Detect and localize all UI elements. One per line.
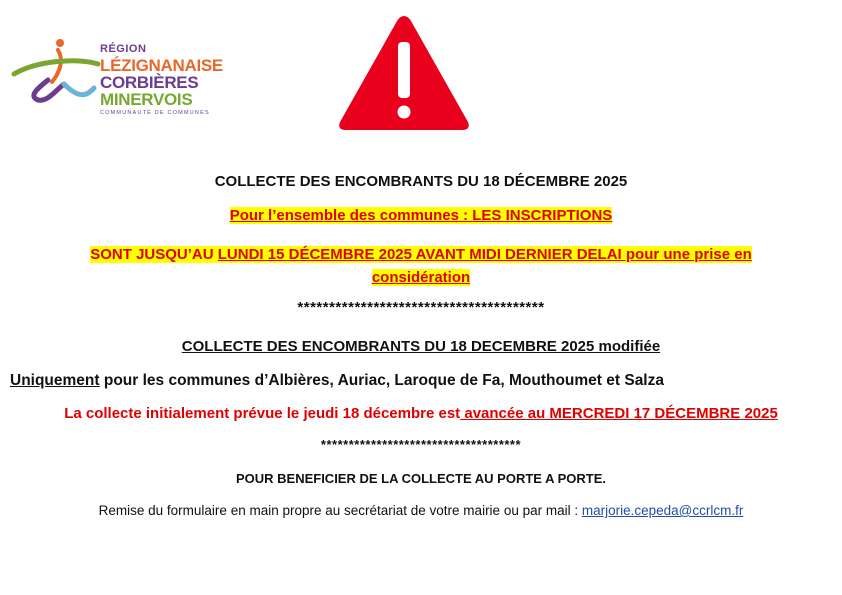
communes-restriction bbox=[10, 372, 842, 390]
separator-stars-2: ************************************ bbox=[320, 437, 522, 452]
warning-triangle-icon bbox=[336, 12, 472, 134]
collection-change-initial: La collecte initialement prévue le jeudi 18 décembre est bbox=[64, 405, 461, 422]
collection-change bbox=[0, 405, 842, 422]
notice-deadline-consideration: considération bbox=[371, 269, 471, 286]
collection-change-new-date: avancée au MERCREDI 17 DÉCEMBRE 2025 bbox=[460, 405, 778, 422]
logo-figure-icon bbox=[8, 30, 103, 126]
communes-list: pour les communes d’Albières, Auriac, Laroque de Fa, Mouthoumet et Salza bbox=[99, 372, 664, 389]
door-to-door-heading: POUR BENEFICIER DE LA COLLECTE AU PORTE A PORTE. bbox=[235, 471, 607, 486]
communes-only-word: Uniquement bbox=[10, 372, 100, 389]
notice-communes: Pour l’ensemble des communes : bbox=[229, 207, 473, 224]
logo-line-minervois: MINERVOIS bbox=[100, 90, 193, 109]
form-submission-instructions bbox=[0, 503, 842, 518]
notice-deadline-prefix: SONT JUSQU’AU bbox=[90, 246, 218, 263]
contact-email-link[interactable]: marjorie.cepeda@ccrlcm.fr bbox=[581, 503, 744, 518]
notice-line-1 bbox=[0, 207, 842, 224]
separator-stars-1: *************************************** bbox=[297, 299, 545, 316]
heading-collection-date: COLLECTE DES ENCOMBRANTS DU 18 DÉCEMBRE 2025 bbox=[214, 173, 628, 190]
form-submission-text: Remise du formulaire en main propre au secrétariat de votre mairie ou par mail : bbox=[98, 503, 582, 518]
logo-line-lezignanaise: LÉZIGNANAISE bbox=[100, 56, 223, 75]
logo-text bbox=[100, 44, 223, 117]
notice-deadline bbox=[0, 243, 842, 289]
logo-line-corbieres: CORBIÈRES bbox=[100, 73, 199, 92]
logo-line-communaute: COMMUNAUTÉ DE COMMUNES bbox=[100, 110, 210, 116]
notice-inscriptions: LES INSCRIPTIONS bbox=[472, 207, 613, 224]
notice-deadline-date: LUNDI 15 DÉCEMBRE 2025 AVANT MIDI DERNIER DELAI pour une prise en bbox=[217, 246, 752, 263]
heading-modified-collection: COLLECTE DES ENCOMBRANTS DU 18 DECEMBRE 2025 modifiée bbox=[181, 338, 661, 355]
organization-logo bbox=[8, 30, 223, 126]
logo-line-region: RÉGION bbox=[100, 43, 147, 55]
